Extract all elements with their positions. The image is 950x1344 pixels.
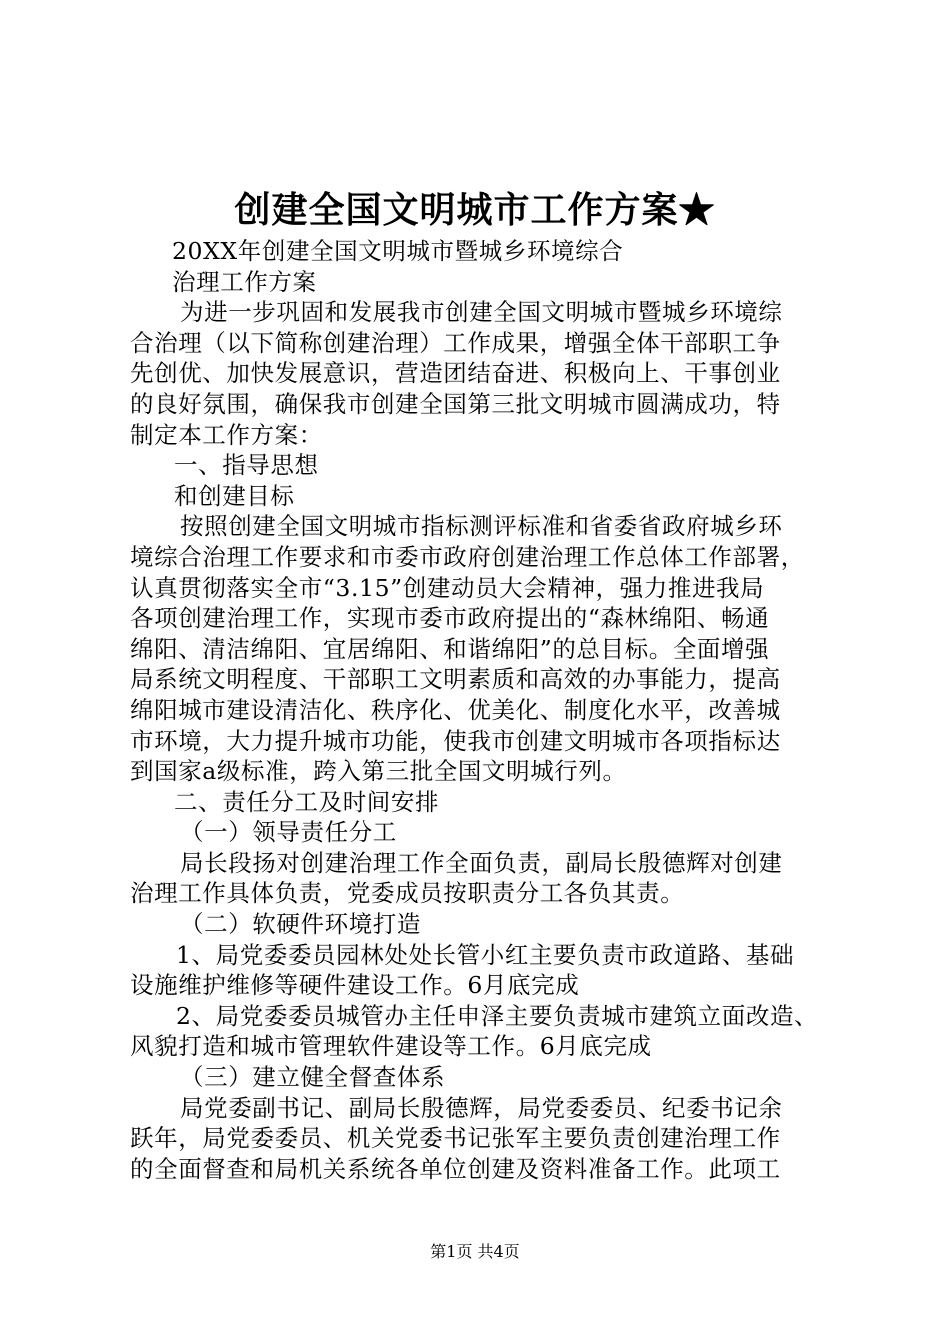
- text-line: 的良好氛围，确保我市创建全国第三批文明城市圆满成功，特: [130, 389, 781, 418]
- text-line: 设施维护维修等硬件建设工作。6月底完成: [130, 971, 580, 1000]
- text-line: （三）建立健全督查体系: [180, 1063, 446, 1092]
- text-line: 制定本工作方案：: [130, 420, 323, 449]
- text-line: 和创建目标: [174, 481, 295, 510]
- text-line: 境综合治理工作要求和市委市政府创建治理工作总体工作部署，: [130, 542, 805, 571]
- text-line: 1、局党委委员园林处处长管小红主要负责市政道路、基础: [176, 940, 795, 969]
- text-line: 二、责任分工及时间安排: [174, 787, 440, 816]
- text-line: 到国家a级标准，跨入第三批全国文明城行列。: [130, 757, 627, 786]
- text-line: 市环境，大力提升城市功能，使我市创建文明城市各项指标达: [130, 726, 781, 755]
- text-line: 合治理（以下简称创建治理）工作成果，增强全体干部职工争: [130, 328, 781, 357]
- text-line: 先创优、加快发展意识，营造团结奋进、积极向上、干事创业: [130, 359, 781, 388]
- text-line: 风貌打造和城市管理软件建设等工作。6月底完成: [130, 1032, 652, 1061]
- text-line: 局党委副书记、副局长殷德辉，局党委委员、纪委书记余: [180, 1093, 783, 1122]
- text-line: 局系统文明程度、干部职工文明素质和高效的办事能力，提高: [130, 665, 781, 694]
- document-title: 创建全国文明城市工作方案★: [234, 189, 716, 231]
- text-line: （二）软硬件环境打造: [180, 910, 421, 939]
- text-line: 跃年，局党委委员、机关党委书记张军主要负责创建治理工作: [130, 1124, 781, 1153]
- text-line: 治理工作方案: [172, 267, 317, 296]
- text-line: 局长段扬对创建治理工作全面负责，副局长殷德辉对创建: [180, 848, 783, 877]
- document-body: [130, 236, 842, 1184]
- text-line: 为进一步巩固和发展我市创建全国文明城市暨城乡环境综: [180, 298, 783, 327]
- text-line: 按照创建全国文明城市指标测评标准和省委省政府城乡环: [180, 512, 783, 541]
- text-line: 绵阳、清洁绵阳、宜居绵阳、和谐绵阳”的总目标。全面增强: [130, 634, 770, 663]
- text-line: 各项创建治理工作，实现市委市政府提出的“森林绵阳、畅通: [130, 604, 770, 633]
- text-line: 绵阳城市建设清洁化、秩序化、优美化、制度化水平，改善城: [130, 695, 781, 724]
- text-line: 一、指导思想: [174, 451, 319, 480]
- text-line: 认真贯彻落实全市“3.15”创建动员大会精神，强力推进我局: [130, 573, 765, 602]
- text-line: 的全面督查和局机关系统各单位创建及资料准备工作。此项工: [130, 1154, 781, 1183]
- text-line: 2、局党委委员城管办主任申泽主要负责城市建筑立面改造、: [176, 1001, 819, 1030]
- page-footer: 第1页 共4页: [430, 1242, 520, 1261]
- text-line: 20XX年创建全国文明城市暨城乡环境综合: [172, 237, 624, 265]
- text-line: （一）领导责任分工: [180, 818, 397, 847]
- text-line: 治理工作具体负责，党委成员按职责分工各负其责。: [130, 879, 685, 908]
